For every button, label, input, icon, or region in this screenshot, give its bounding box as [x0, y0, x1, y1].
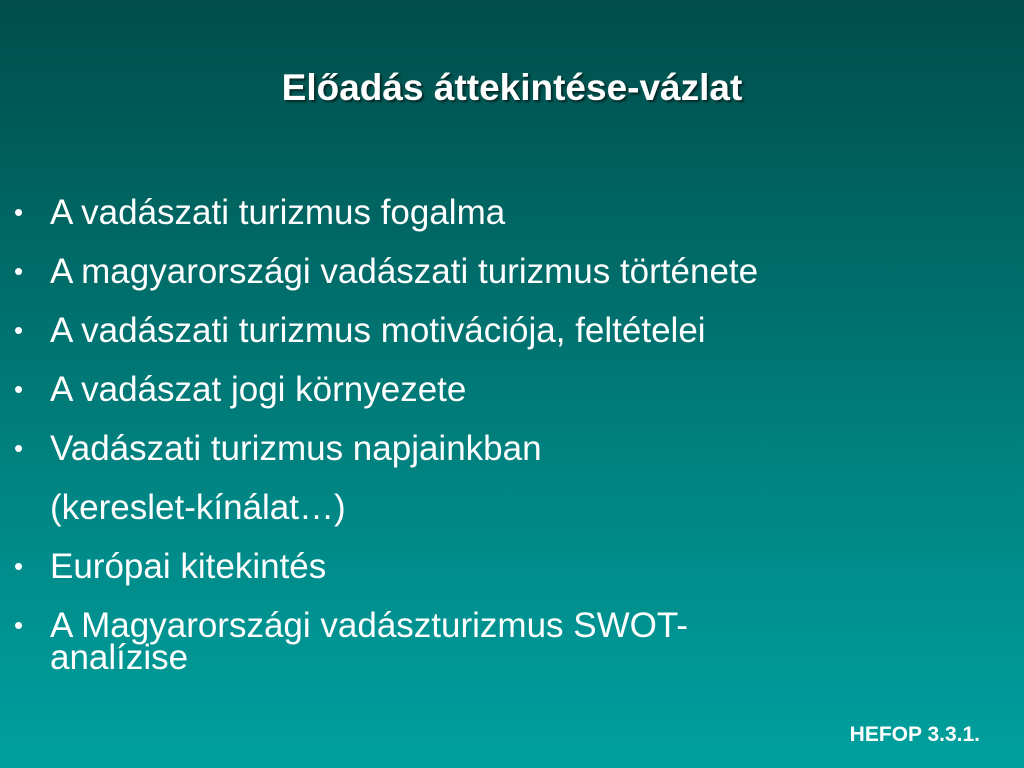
list-item-text: Vadászati turizmus napjainkban	[50, 429, 542, 468]
list-item	[10, 419, 1010, 537]
list-item-text: A Magyarországi vadászturizmus SWOT-	[50, 606, 688, 645]
list-item	[10, 360, 1010, 419]
list-item	[10, 537, 1010, 596]
list-item	[10, 596, 1010, 684]
list-item	[10, 301, 1010, 360]
list-item-text: A vadászati turizmus motivációja, feltételei	[50, 311, 706, 350]
list-item-text: A magyarországi vadászati turizmus története	[50, 252, 759, 291]
list-item-text: Európai kitekintés	[50, 547, 327, 586]
bullet-icon: •	[14, 374, 24, 404]
bullet-icon: •	[14, 197, 24, 227]
bullet-icon: •	[14, 610, 24, 640]
list-item-text: A vadászati turizmus fogalma	[50, 193, 506, 232]
bullet-icon: •	[14, 551, 24, 581]
bullet-list	[10, 183, 1010, 684]
bullet-icon: •	[14, 256, 24, 286]
list-item-text-line2: analízise	[50, 638, 189, 677]
list-item	[10, 242, 1010, 301]
list-item-continuation: (kereslet-kínálat…)	[50, 488, 346, 527]
footer-label: HEFOP 3.3.1.	[849, 723, 980, 746]
list-item-text: A vadászat jogi környezete	[50, 370, 467, 409]
bullet-icon: •	[14, 315, 24, 345]
bullet-icon: •	[14, 433, 24, 463]
list-item	[10, 183, 1010, 242]
slide-title: Előadás áttekintése-vázlat	[281, 67, 743, 108]
